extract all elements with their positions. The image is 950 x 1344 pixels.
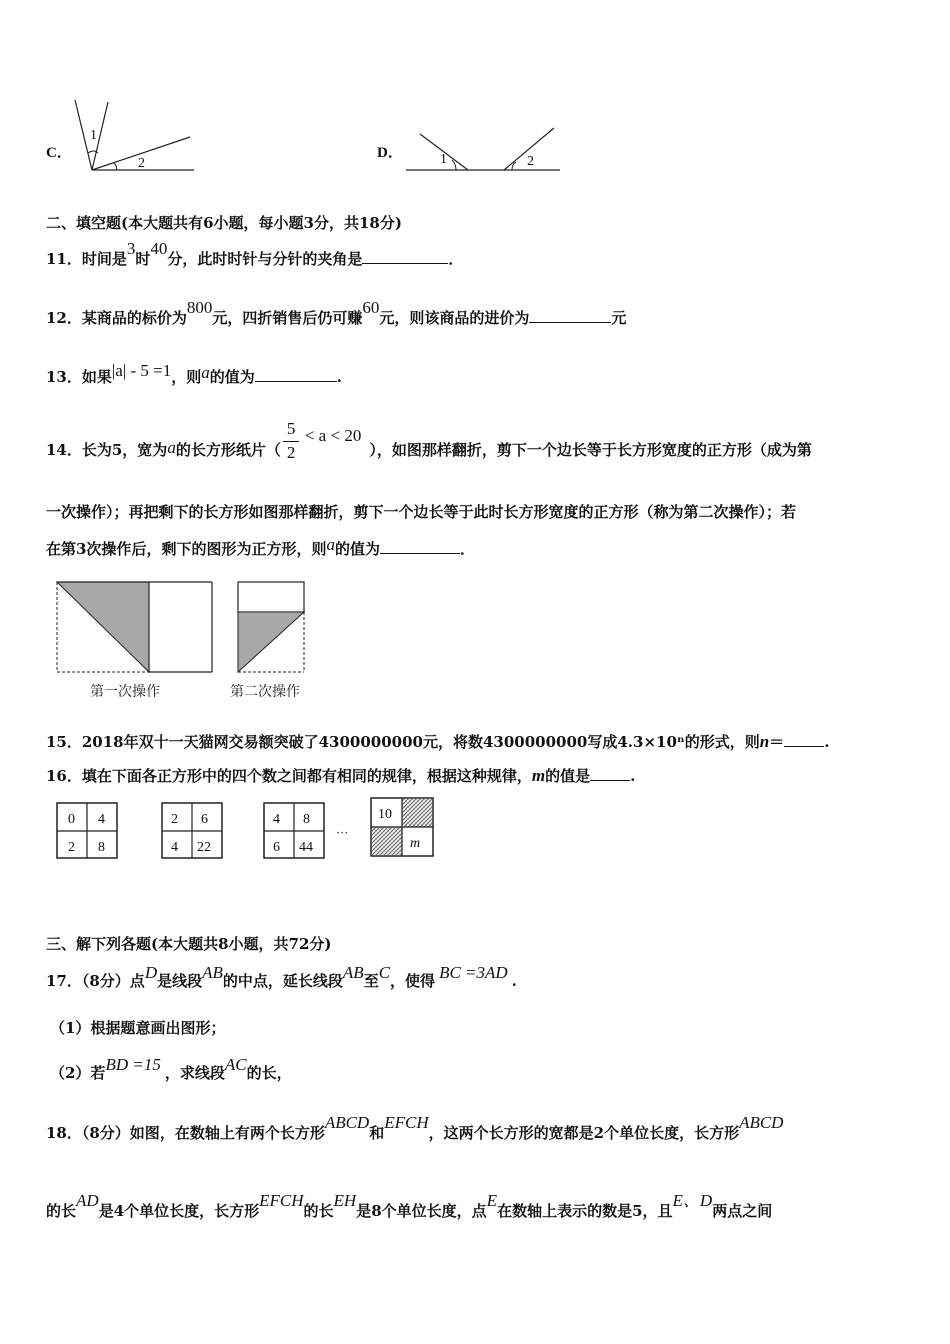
section-3-header: 三、解下列各题(本大题共8小题，共72分) <box>46 935 332 953</box>
question-16: 16．填在下面各正方形中的四个数之间都有相同的规律，根据这种规律，m的值是 . <box>46 766 636 785</box>
grid-cell: 8 <box>98 840 105 855</box>
grid-cell: 4 <box>171 840 178 855</box>
option-d-label: D． <box>377 145 403 161</box>
angle-2-label: 2 <box>527 154 534 169</box>
number-grid-3 <box>263 802 325 860</box>
question-14-line-3: 在第3次操作后，剩下的图形为正方形，则a的值为 ． <box>46 535 475 558</box>
section-2-header: 二、填空题(本大题共有6小题，每小题3分，共18分) <box>46 214 402 232</box>
grid-cell: 10 <box>378 807 392 822</box>
angle-1-label: 1 <box>440 152 447 167</box>
question-18-line-2: 的长AD是4个单位长度，长方形EFCH的长EH是8个单位长度，点E在数轴上表示的数是5，且E、D两点之间 <box>46 1191 773 1220</box>
answer-blank[interactable] <box>255 367 337 382</box>
answer-blank[interactable] <box>784 732 824 747</box>
option-c-label: C． <box>46 145 72 161</box>
question-17: 17．（8分）点D是线段AB的中点，延长线段AB至C，使得 BC =3AD . <box>46 963 517 990</box>
fraction-5-2: $\frac{5}{2}$ <box>281 445 305 455</box>
second-operation-caption: 第二次操作 <box>230 684 300 700</box>
question-17-part-1: （1）根据题意画出图形； <box>50 1019 226 1037</box>
grid-cell: 4 <box>98 812 105 827</box>
answer-blank[interactable] <box>529 308 611 323</box>
number-grid-1 <box>56 802 118 860</box>
question-14-line-2: 一次操作）；再把剩下的长方形如图那样翻折，剪下一个边长等于此时长方形宽度的正方形（称为第二次操作）；若 <box>46 503 797 521</box>
first-operation-figure <box>55 580 215 700</box>
option-d-angle-figure <box>400 120 570 180</box>
question-18-line-1: 18．（8分）如图，在数轴上有两个长方形ABCD和EFCH，这两个长方形的宽都是2个单位长度，长方形ABCD <box>46 1113 784 1142</box>
option-c-angle-figure <box>70 95 200 175</box>
answer-blank[interactable] <box>362 249 448 264</box>
question-14-line-1: 14．长为5，宽为a的长方形纸片（ $\frac{5}{2}$ < a < 20），如图那样翻折，剪下一个边长等于长方形宽度的正方形（成为第 <box>46 419 812 462</box>
grid-cell: 6 <box>201 812 208 827</box>
question-12: 12．某商品的标价为800元，四折销售后仍可赚60元，则该商品的进价为 元 <box>46 298 627 327</box>
question-15: 15．2018年双十一天猫网交易额突破了4300000000元，将数4300000000写成4.3×10ⁿ的形式，则n＝ . <box>46 732 830 751</box>
answer-blank[interactable] <box>380 539 460 554</box>
question-13: 13．如果|a| - 5 =1，则a的值为 . <box>46 361 343 386</box>
number-grid-4 <box>370 797 434 859</box>
grid-cell: 2 <box>171 812 178 827</box>
grid-cell: 0 <box>68 812 75 827</box>
second-operation-figure <box>230 580 326 700</box>
grid-cell-m: m <box>410 836 421 851</box>
question-11: 11．时间是3时40分，此时时针与分针的夹角是 ． <box>46 239 464 268</box>
grid-ellipsis: ··· <box>336 826 349 841</box>
first-operation-caption: 第一次操作 <box>90 684 160 700</box>
grid-cell: 2 <box>68 840 75 855</box>
grid-cell: 44 <box>299 840 313 855</box>
grid-cell: 8 <box>303 812 310 827</box>
number-grid-2 <box>161 802 223 860</box>
answer-blank[interactable] <box>590 766 630 781</box>
grid-cell: 22 <box>197 840 211 855</box>
question-17-part-2: （2）若BD =15 ，求线段AC的长， <box>50 1055 292 1082</box>
angle-2-label: 2 <box>138 156 145 171</box>
angle-1-label: 1 <box>90 128 97 143</box>
grid-cell: 4 <box>273 812 280 827</box>
grid-cell: 6 <box>273 840 280 855</box>
